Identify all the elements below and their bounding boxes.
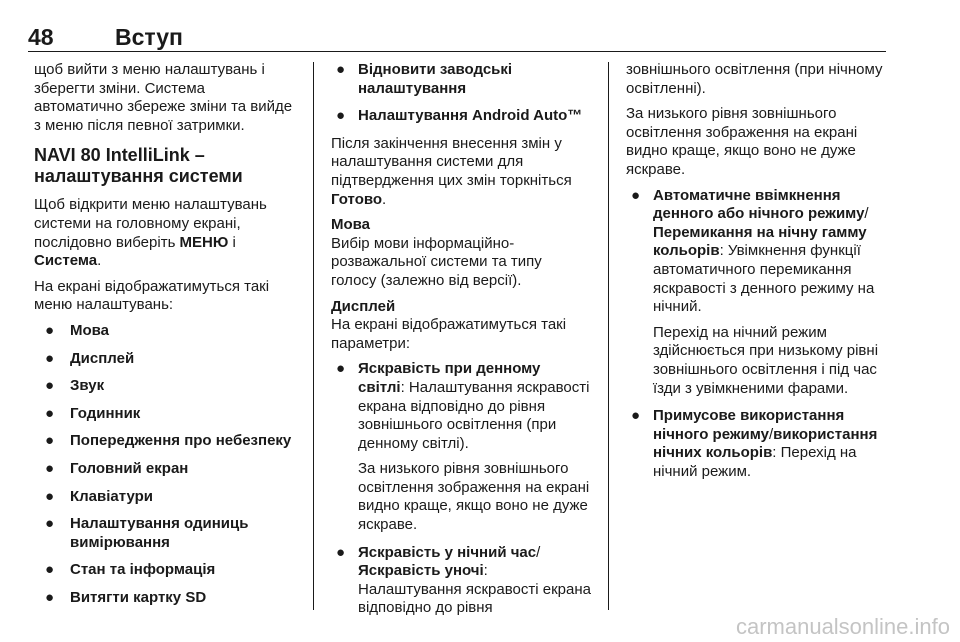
bullet-icon: ● <box>45 377 55 395</box>
bullet-icon: ● <box>336 543 346 561</box>
header-rule <box>28 51 886 52</box>
auto-mode-note: Перехід на нічний режим здійснюється при низькому рівні зовнішнього освітлення і під час їзди з увімкненими фарами. <box>653 323 879 397</box>
list-item: ● Налаштування Android Auto™ <box>336 107 583 125</box>
continued-text: зовнішнього освітлення (при нічному освітленні). <box>626 61 883 97</box>
open-menu-paragraph: Щоб відкрити меню налаштувань системи на головному екрані, послідовно виберіть МЕНЮ і Система. <box>34 196 267 270</box>
bullet-icon: ● <box>45 588 55 606</box>
list-item: ● Мова <box>45 321 110 339</box>
column-1 <box>34 61 296 616</box>
language-heading: Мова <box>331 216 371 234</box>
list-item: ● Яскравість у нічний час/ Яскравість уночі: Налаштування яскравості екрана відповідно до рівня <box>336 543 591 617</box>
list-item: ● Відновити заводські налаштування <box>336 61 513 97</box>
list-item: ● Дисплей <box>45 349 135 367</box>
menus-intro: На екрані відображатимуться такі меню налаштувань: <box>34 277 270 314</box>
bullet-icon: ● <box>631 407 641 425</box>
intro-paragraph: щоб вийти з меню налаштувань і зберегти зміни. Система автоматично збереже зміни та вийде з меню після певної затримки. <box>34 61 293 134</box>
page-header <box>28 24 888 54</box>
night-brightness-note: За низького рівня зовнішнього освітлення зображення на екрані видно краще, якщо воно не дуже яскраве. <box>626 105 858 178</box>
section-heading: NAVI 80 IntelliLink – налаштування системи <box>34 145 243 187</box>
list-item: ● Стан та інформація <box>45 561 216 579</box>
column-divider <box>313 62 314 610</box>
bullet-icon: ● <box>45 561 55 579</box>
page-number: 48 <box>28 24 54 50</box>
list-item: ● Витягти картку SD <box>45 588 207 606</box>
mode-options-list <box>626 187 890 482</box>
list-item: ● Попередження про небезпеку <box>45 432 292 450</box>
day-brightness-note: За низького рівня зовнішнього освітлення зображення на екрані видно краще, якщо воно не дуже яскраве. <box>358 460 590 534</box>
column-3 <box>626 61 890 490</box>
bullet-icon: ● <box>45 487 55 505</box>
display-heading: Дисплей <box>331 297 396 315</box>
more-menu-list <box>331 61 591 126</box>
page-title: Вступ <box>115 24 183 50</box>
bullet-icon: ● <box>45 432 55 450</box>
done-keyword: Готово <box>331 190 383 208</box>
column-divider <box>608 62 609 610</box>
list-item: ● Годинник <box>45 404 141 422</box>
bullet-icon: ● <box>45 515 55 533</box>
menu-keyword: МЕНЮ <box>179 233 229 251</box>
bullet-icon: ● <box>631 186 641 204</box>
bullet-icon: ● <box>336 360 346 378</box>
confirm-paragraph: Після закінчення внесення змін у налаштування системи для підтвердження цих змін торкніться Готово. <box>331 134 572 208</box>
list-item: ● Звук <box>45 377 105 395</box>
list-item: ● Автоматичне ввімкнення денного або нічного режиму/ Перемикання на нічну гамму кольорів: Увімкнення функції автоматичного перемикання яскравості з денного режиму на нічний. Перехід на нічний режим здійснюється при низькому рівні зовнішнього освітлення і під час їзди з увімкненими фарами. <box>626 187 890 399</box>
bullet-icon: ● <box>336 61 346 78</box>
bullet-icon: ● <box>45 321 55 339</box>
list-item: ● Яскравість при денному світлі: Налаштування яскравості екрана відповідно до рівня зовнішнього освітлення (при денному світлі). За низького рівня зовнішнього освітлення зображення на екрані видно краще, якщо воно не дуже яскраве. <box>336 360 590 534</box>
bullet-icon: ● <box>45 459 55 477</box>
list-item: ● Примусове використання нічного режиму/використання нічних кольорів: Перехід на нічний режим. <box>631 407 878 480</box>
list-item: ● Клавіатури <box>45 487 154 505</box>
bullet-icon: ● <box>45 404 55 422</box>
language-text: Вибір мови інформаційно-розважальної системи та типу голосу (залежно від версії). <box>331 234 542 289</box>
bullet-icon: ● <box>45 349 55 367</box>
bullet-icon: ● <box>336 107 346 125</box>
column-2 <box>331 61 591 627</box>
display-text: На екрані відображатимуться такі параметри: <box>331 316 567 352</box>
watermark: carmanualsonline.info <box>735 614 950 639</box>
list-item: ● Головний екран <box>45 459 189 477</box>
system-keyword: Система <box>34 252 98 270</box>
settings-menu-list <box>34 322 296 608</box>
list-item: ● Налаштування одиниць вимірювання <box>45 515 249 551</box>
display-options-list <box>331 360 591 618</box>
